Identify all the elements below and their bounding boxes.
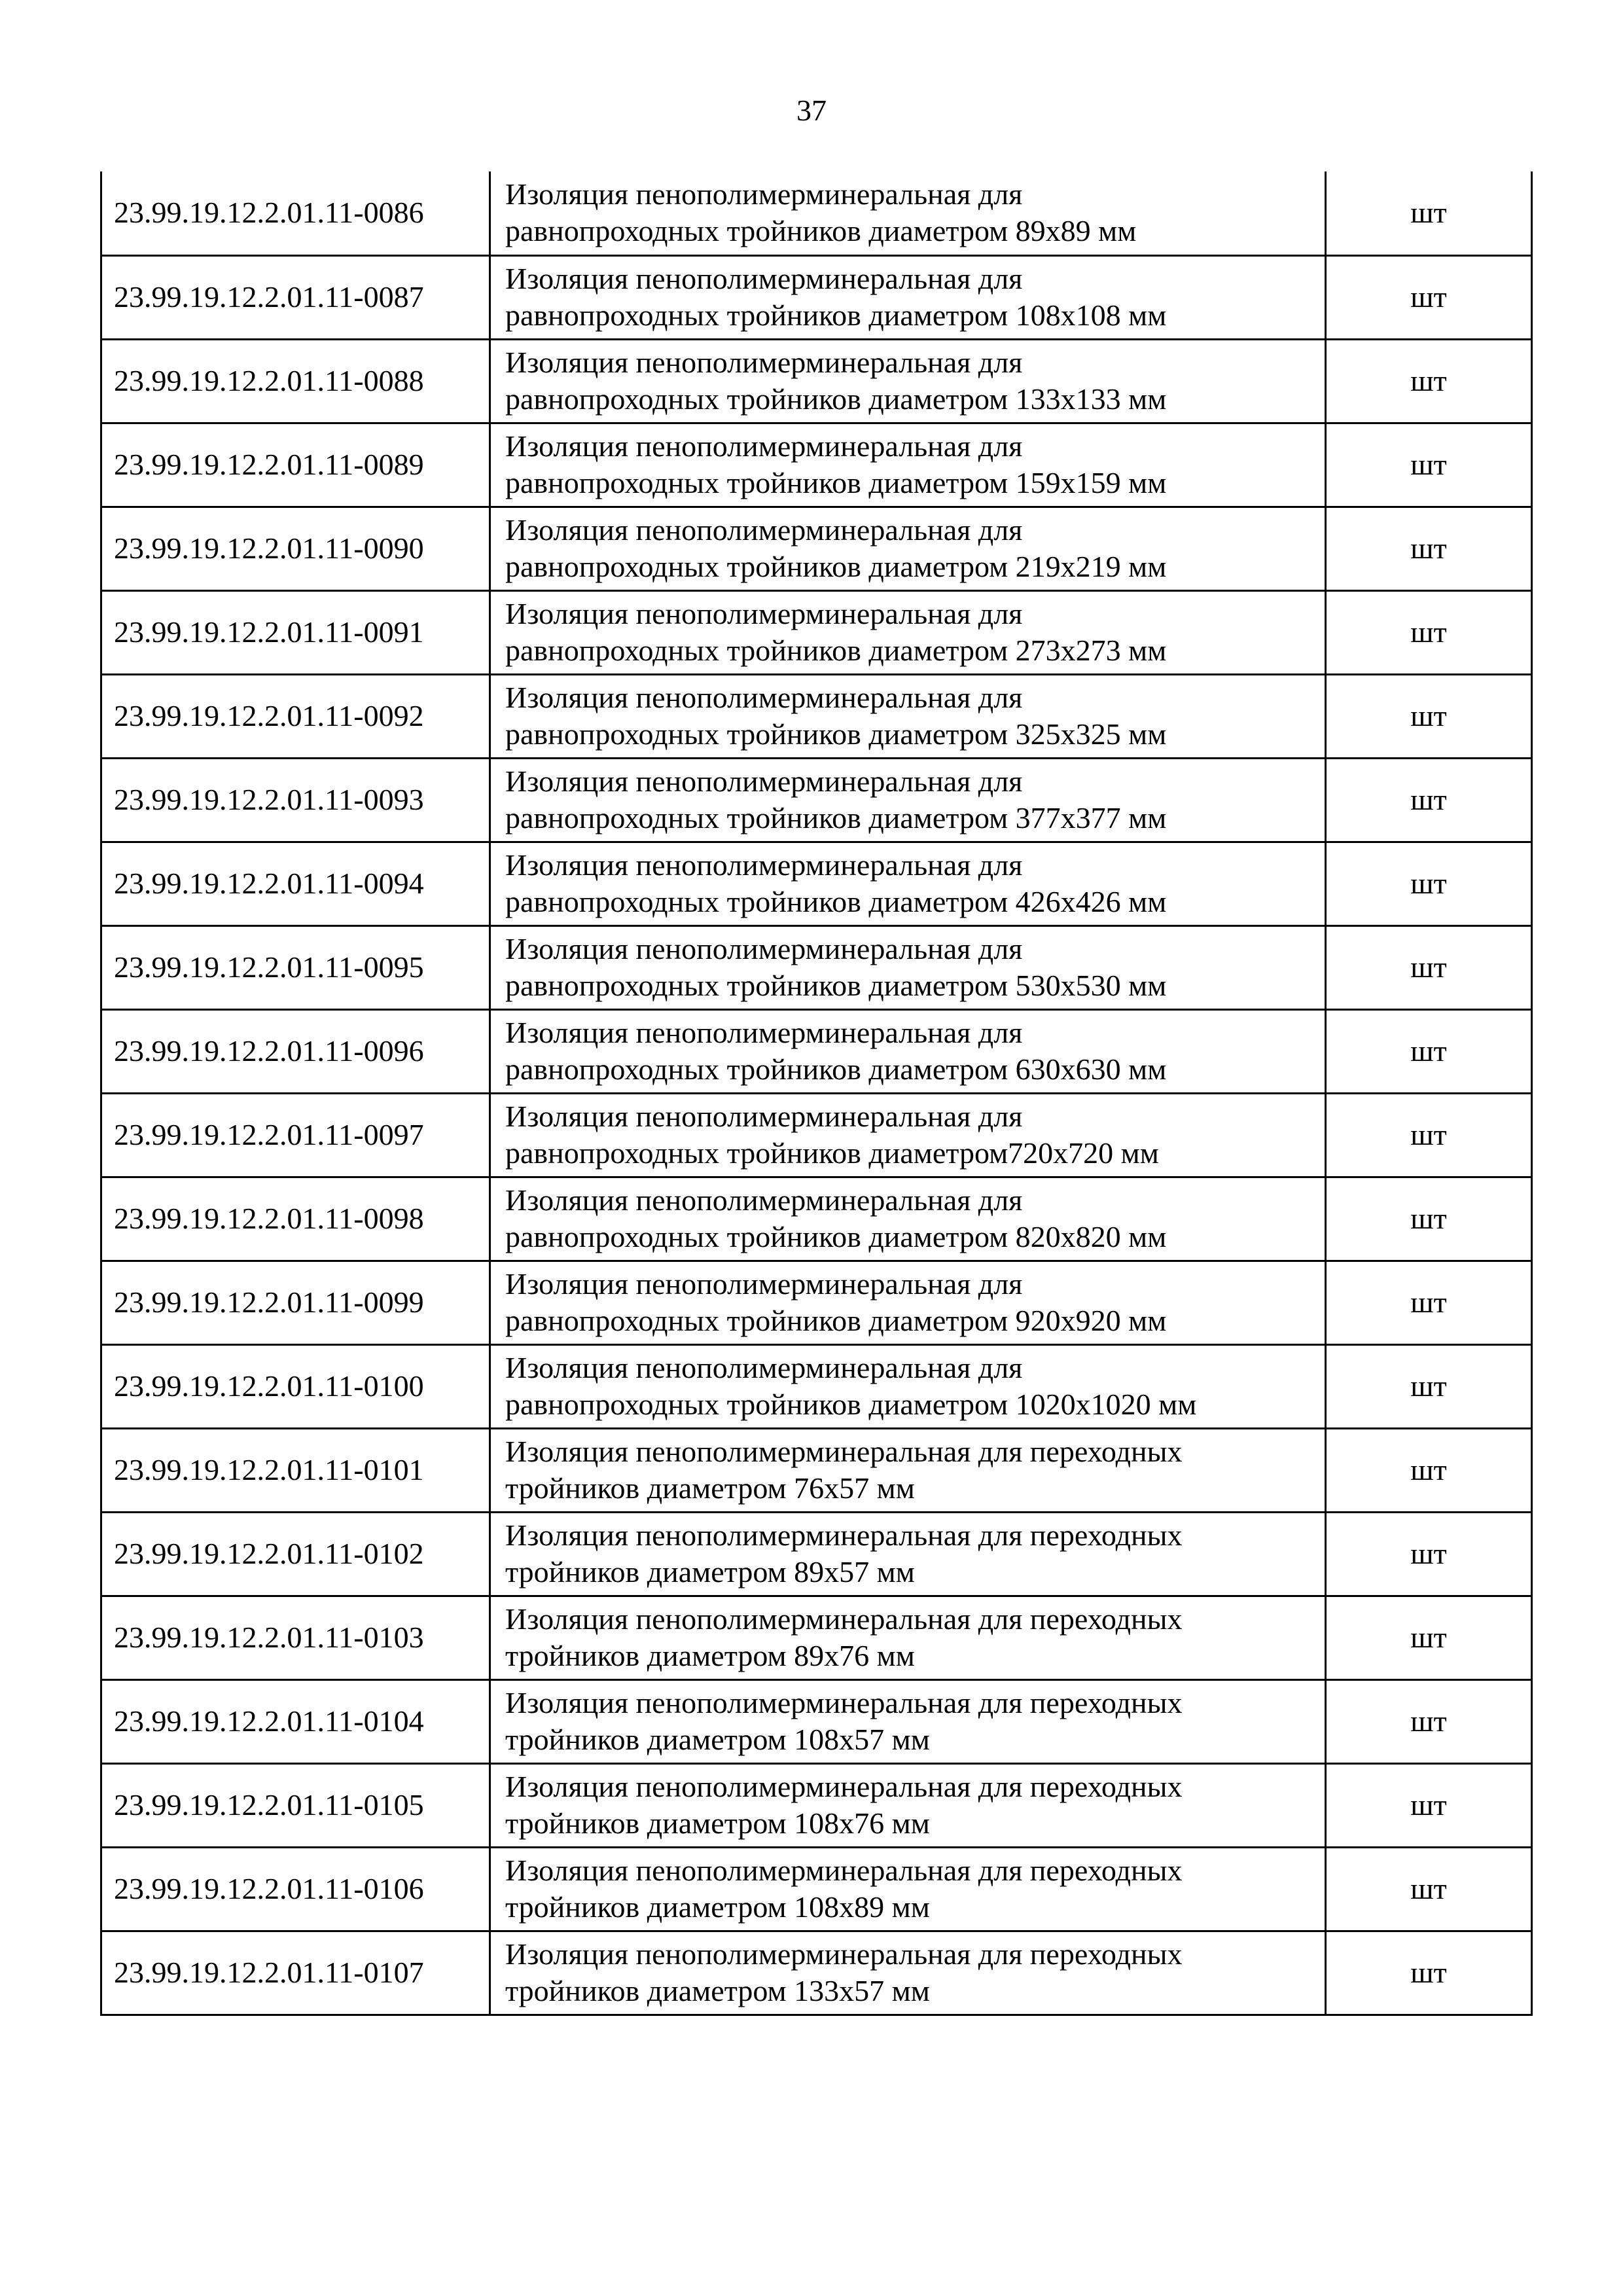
- description-line-2: равнопроходных тройников диаметром 108х108 мм: [505, 298, 1167, 332]
- description-cell: [490, 1093, 1326, 1177]
- resource-code-cell: 23.99.19.12.2.01.11-0106: [101, 1847, 490, 1931]
- table-row: [101, 1679, 1532, 1763]
- description-line-2: тройников диаметром 76х57 мм: [505, 1471, 915, 1505]
- unit-cell: шт: [1326, 507, 1532, 590]
- description-cell: [490, 1344, 1326, 1428]
- table-row: [101, 1512, 1532, 1596]
- description-line-1: Изоляция пенополимерминеральная для: [505, 262, 1023, 295]
- description-line-2: равнопроходных тройников диаметром 426х426 мм: [505, 885, 1167, 918]
- table-row: [101, 1428, 1532, 1512]
- resource-code-cell: 23.99.19.12.2.01.11-0099: [101, 1261, 490, 1344]
- description-line-2: равнопроходных тройников диаметром 920х920 мм: [505, 1304, 1167, 1337]
- description-line-2: равнопроходных тройников диаметром 219х219 мм: [505, 550, 1167, 583]
- description-line-2: тройников диаметром 133х57 мм: [505, 1974, 930, 2007]
- description-cell: [490, 1931, 1326, 2015]
- unit-cell: шт: [1326, 1009, 1532, 1093]
- description-line-2: тройников диаметром 89х57 мм: [505, 1555, 915, 1588]
- description-line-1: Изоляция пенополимерминеральная для переходных: [505, 1686, 1183, 1719]
- resource-code-cell: 23.99.19.12.2.01.11-0096: [101, 1009, 490, 1093]
- unit-cell: шт: [1326, 339, 1532, 423]
- unit-cell: шт: [1326, 171, 1532, 255]
- table-row: [101, 1344, 1532, 1428]
- table-row: [101, 1261, 1532, 1344]
- resource-code-cell: 23.99.19.12.2.01.11-0102: [101, 1512, 490, 1596]
- description-line-1: Изоляция пенополимерминеральная для переходных: [505, 1602, 1183, 1636]
- unit-cell: шт: [1326, 925, 1532, 1009]
- description-line-2: равнопроходных тройников диаметром 89х89 мм: [505, 214, 1137, 248]
- resource-code-cell: 23.99.19.12.2.01.11-0098: [101, 1177, 490, 1261]
- table-row: [101, 1763, 1532, 1847]
- description-cell: [490, 925, 1326, 1009]
- description-cell: [490, 339, 1326, 423]
- table-row: [101, 1009, 1532, 1093]
- description-cell: [490, 171, 1326, 255]
- table-row: [101, 507, 1532, 590]
- resource-code-cell: 23.99.19.12.2.01.11-0092: [101, 674, 490, 758]
- table-row: [101, 1177, 1532, 1261]
- description-line-2: тройников диаметром 108х57 мм: [505, 1723, 930, 1756]
- resource-code-cell: 23.99.19.12.2.01.11-0101: [101, 1428, 490, 1512]
- description-cell: [490, 674, 1326, 758]
- table-row: [101, 842, 1532, 925]
- table-row: [101, 1847, 1532, 1931]
- unit-cell: шт: [1326, 255, 1532, 339]
- resource-code-cell: 23.99.19.12.2.01.11-0089: [101, 423, 490, 507]
- unit-cell: шт: [1326, 590, 1532, 674]
- description-line-1: Изоляция пенополимерминеральная для: [505, 1351, 1023, 1384]
- description-cell: [490, 1596, 1326, 1679]
- description-line-1: Изоляция пенополимерминеральная для переходных: [505, 1770, 1183, 1803]
- resource-code-cell: 23.99.19.12.2.01.11-0097: [101, 1093, 490, 1177]
- unit-cell: шт: [1326, 1512, 1532, 1596]
- resource-code-cell: 23.99.19.12.2.01.11-0103: [101, 1596, 490, 1679]
- unit-cell: шт: [1326, 1596, 1532, 1679]
- description-line-2: равнопроходных тройников диаметром 377х377 мм: [505, 801, 1167, 834]
- description-line-1: Изоляция пенополимерминеральная для: [505, 1183, 1023, 1217]
- table-row: [101, 1596, 1532, 1679]
- description-line-1: Изоляция пенополимерминеральная для переходных: [505, 1518, 1183, 1552]
- description-cell: [490, 758, 1326, 842]
- description-line-2: равнопроходных тройников диаметром720х720 мм: [505, 1136, 1159, 1170]
- resource-code-cell: 23.99.19.12.2.01.11-0088: [101, 339, 490, 423]
- resource-code-cell: 23.99.19.12.2.01.11-0095: [101, 925, 490, 1009]
- unit-cell: шт: [1326, 1679, 1532, 1763]
- description-cell: [490, 255, 1326, 339]
- description-line-2: равнопроходных тройников диаметром 530х530 мм: [505, 969, 1167, 1002]
- description-cell: [490, 423, 1326, 507]
- description-cell: [490, 507, 1326, 590]
- description-line-1: Изоляция пенополимерминеральная для: [505, 346, 1023, 379]
- table-row: [101, 1931, 1532, 2015]
- description-line-2: равнопроходных тройников диаметром 820х820 мм: [505, 1220, 1167, 1253]
- description-line-1: Изоляция пенополимерминеральная для: [505, 681, 1023, 714]
- description-line-2: равнопроходных тройников диаметром 273х273 мм: [505, 634, 1167, 667]
- description-line-1: Изоляция пенополимерминеральная для: [505, 764, 1023, 798]
- table-body: [101, 171, 1532, 2015]
- description-line-1: Изоляция пенополимерминеральная для: [505, 1100, 1023, 1133]
- unit-cell: шт: [1326, 842, 1532, 925]
- unit-cell: шт: [1326, 674, 1532, 758]
- description-line-2: равнопроходных тройников диаметром 159х159 мм: [505, 466, 1167, 499]
- unit-cell: шт: [1326, 1344, 1532, 1428]
- resource-code-cell: 23.99.19.12.2.01.11-0094: [101, 842, 490, 925]
- table-row: [101, 758, 1532, 842]
- description-cell: [490, 1009, 1326, 1093]
- description-line-1: Изоляция пенополимерминеральная для: [505, 1016, 1023, 1049]
- table-row: [101, 255, 1532, 339]
- description-cell: [490, 1428, 1326, 1512]
- table-row: [101, 171, 1532, 255]
- description-cell: [490, 1261, 1326, 1344]
- table-row: [101, 925, 1532, 1009]
- resource-code-cell: 23.99.19.12.2.01.11-0091: [101, 590, 490, 674]
- resource-code-cell: 23.99.19.12.2.01.11-0100: [101, 1344, 490, 1428]
- resource-code-cell: 23.99.19.12.2.01.11-0086: [101, 171, 490, 255]
- unit-cell: шт: [1326, 1093, 1532, 1177]
- table-row: [101, 674, 1532, 758]
- resource-code-cell: 23.99.19.12.2.01.11-0104: [101, 1679, 490, 1763]
- resource-code-cell: 23.99.19.12.2.01.11-0093: [101, 758, 490, 842]
- resource-code-cell: 23.99.19.12.2.01.11-0107: [101, 1931, 490, 2015]
- description-line-1: Изоляция пенополимерминеральная для: [505, 177, 1023, 211]
- description-line-1: Изоляция пенополимерминеральная для: [505, 848, 1023, 882]
- unit-cell: шт: [1326, 1847, 1532, 1931]
- description-line-2: тройников диаметром 89х76 мм: [505, 1639, 915, 1672]
- description-line-1: Изоляция пенополимерминеральная для переходных: [505, 1854, 1183, 1887]
- unit-cell: шт: [1326, 1428, 1532, 1512]
- description-line-1: Изоляция пенополимерминеральная для: [505, 932, 1023, 965]
- table-row: [101, 1093, 1532, 1177]
- table-row: [101, 423, 1532, 507]
- unit-cell: шт: [1326, 1261, 1532, 1344]
- description-line-2: равнопроходных тройников диаметром 630х630 мм: [505, 1052, 1167, 1086]
- description-line-1: Изоляция пенополимерминеральная для: [505, 513, 1023, 547]
- resource-code-cell: 23.99.19.12.2.01.11-0087: [101, 255, 490, 339]
- description-line-2: тройников диаметром 108х76 мм: [505, 1806, 930, 1840]
- resource-code-cell: 23.99.19.12.2.01.11-0105: [101, 1763, 490, 1847]
- description-line-1: Изоляция пенополимерминеральная для: [505, 1267, 1023, 1300]
- description-cell: [490, 1679, 1326, 1763]
- description-line-2: тройников диаметром 108х89 мм: [505, 1890, 930, 1924]
- page-number: 37: [796, 94, 827, 127]
- unit-cell: шт: [1326, 1177, 1532, 1261]
- description-line-2: равнопроходных тройников диаметром 1020х1020 мм: [505, 1388, 1197, 1421]
- description-cell: [490, 842, 1326, 925]
- description-line-2: равнопроходных тройников диаметром 325х325 мм: [505, 717, 1167, 751]
- unit-cell: шт: [1326, 423, 1532, 507]
- resource-codes-table: [100, 171, 1533, 2016]
- resource-code-cell: 23.99.19.12.2.01.11-0090: [101, 507, 490, 590]
- description-cell: [490, 1177, 1326, 1261]
- description-cell: [490, 1512, 1326, 1596]
- unit-cell: шт: [1326, 1931, 1532, 2015]
- description-line-1: Изоляция пенополимерминеральная для: [505, 429, 1023, 463]
- table-row: [101, 590, 1532, 674]
- description-line-2: равнопроходных тройников диаметром 133х133 мм: [505, 382, 1167, 416]
- description-cell: [490, 590, 1326, 674]
- description-cell: [490, 1847, 1326, 1931]
- description-line-1: Изоляция пенополимерминеральная для переходных: [505, 1937, 1183, 1971]
- table-row: [101, 339, 1532, 423]
- description-cell: [490, 1763, 1326, 1847]
- unit-cell: шт: [1326, 1763, 1532, 1847]
- unit-cell: шт: [1326, 758, 1532, 842]
- description-line-1: Изоляция пенополимерминеральная для: [505, 597, 1023, 630]
- description-line-1: Изоляция пенополимерминеральная для переходных: [505, 1435, 1183, 1468]
